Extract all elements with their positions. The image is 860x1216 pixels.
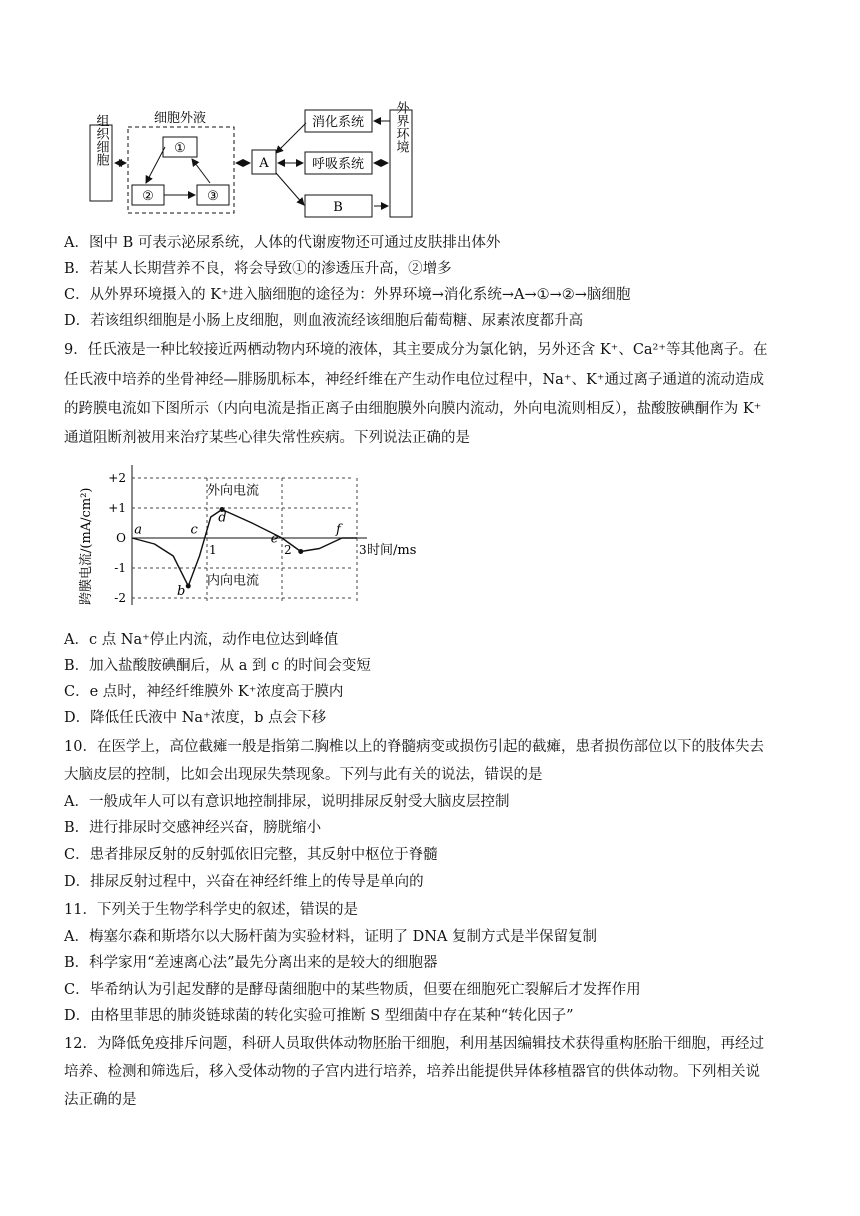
tissue-cell-label: 组织细胞	[93, 114, 109, 166]
q9-stem-line: 通道阻断剂被用来治疗某些心律失常性疾病。下列说法正确的是	[64, 430, 470, 446]
point-b-marker	[186, 584, 191, 589]
x-tick-label: 3	[359, 543, 367, 557]
q9-stem-line: 9．任氏液是一种比较接近两栖动物内环境的液体，其主要成分为氯化钠，另外还含 K⁺、Ca²⁺等其他离子。在	[64, 342, 768, 358]
y-tick-label: +1	[108, 501, 126, 515]
q12-stem-line: 法正确的是	[64, 1092, 137, 1108]
q10-option-d: D．排尿反射过程中，兴奋在神经纤维上的传导是单向的	[64, 874, 424, 890]
outward-current-label: 外向电流	[207, 483, 260, 499]
q9-stem-line: 的跨膜电流如下图所示（内向电流是指正离子由细胞膜外向膜内流动，外向电流则相反），盐酸胺碘酮作为 K⁺	[64, 401, 762, 417]
q11-option-c: C．毕希纳认为引起发酵的是酵母菌细胞中的某些物质，但要在细胞死亡裂解后才发挥作用	[64, 982, 641, 998]
q8-option-c: C．从外界环境摄入的 K⁺进入脑细胞的途径为：外界环境→消化系统→A→①→②→脑细胞	[64, 287, 631, 303]
q9-option-a: A．c 点 Na⁺停止内流，动作电位达到峰值	[64, 632, 339, 648]
y-tick-label: +2	[108, 471, 126, 485]
q11-stem-line: 11．下列关于生物学科学史的叙述，错误的是	[64, 902, 358, 918]
q11-option-a: A．梅塞尔森和斯塔尔以大肠杆菌为实验材料，证明了 DNA 复制方式是半保留复制	[64, 929, 597, 945]
point-min-marker	[298, 549, 303, 554]
point-label-b: b	[177, 584, 186, 599]
q11-option-d: D．由格里菲思的肺炎链球菌的转化实验可推断 S 型细菌中存在某种“转化因子”	[64, 1008, 574, 1024]
inward-current-label: 内向电流	[207, 573, 260, 589]
body-fluid-diagram	[60, 95, 430, 225]
q10-option-b: B．进行排尿时交感神经兴奋，膀胱缩小	[64, 820, 322, 836]
q8-option-a: A．图中 B 可表示泌尿系统，人体的代谢废物还可通过皮肤排出体外	[64, 235, 501, 251]
point-label-a: a	[134, 522, 143, 538]
y-tick-label: O	[116, 531, 126, 545]
digestive-label: 消化系统	[311, 115, 365, 130]
point-label-f: f	[336, 522, 341, 538]
extracellular-title: 细胞外液	[153, 111, 207, 126]
node-1-label: ①	[174, 141, 186, 156]
q9-option-d: D．降低任氏液中 Na⁺浓度，b 点会下移	[64, 710, 327, 726]
q10-stem-line: 大脑皮层的控制，比如会出现尿失禁现象。下列与此有关的说法，错误的是	[64, 767, 543, 783]
point-label-c: c	[190, 522, 198, 538]
q10-option-a: A．一般成年人可以有意识地控制排尿，说明排尿反射受大脑皮层控制	[64, 794, 510, 810]
q8-option-b: B．若某人长期营养不良，将会导致①的渗透压升高，②增多	[64, 261, 452, 277]
node-3-label: ③	[207, 189, 219, 204]
q9-option-b: B．加入盐酸胺碘酮后，从 a 到 c 的时间会变短	[64, 658, 371, 674]
q12-stem-line: 12．为降低免疫排斥问题，科研人员取供体动物胚胎干细胞，利用基因编辑技术获得重构胚胎干细胞，再经过	[64, 1036, 764, 1052]
environment-label: 外界环境	[393, 101, 409, 153]
q10-option-c: C．患者排尿反射的反射弧依旧完整，其反射中枢位于脊髓	[64, 847, 438, 863]
node-b-label: B	[333, 200, 343, 215]
x-tick-label: 1	[209, 543, 217, 557]
x-tick-label: 2	[284, 543, 292, 557]
q12-stem-line: 培养、检测和筛选后，移入受体动物的子宫内进行培养，培养出能提供异体移植器官的供体动物。下列相关说	[64, 1064, 760, 1080]
q10-stem-line: 10．在医学上，高位截瘫一般是指第二胸椎以上的脊髓病变或损伤引起的截瘫，患者损伤部位以下的肢体失去	[64, 739, 764, 755]
respiratory-label: 呼吸系统	[311, 157, 365, 172]
q8-option-d: D．若该组织细胞是小肠上皮细胞，则血液流经该细胞后葡萄糖、尿素浓度都升高	[64, 313, 584, 329]
q9-stem-line: 任氏液中培养的坐骨神经—腓肠肌标本，神经纤维在产生动作电位过程中，Na⁺、K⁺通过离子通道的流动造成	[64, 372, 764, 388]
y-axis-label: 跨膜电流/(mA/cm²)	[79, 487, 94, 605]
node-a-label: A	[259, 156, 269, 171]
y-tick-label: -1	[114, 561, 126, 575]
q9-option-c: C．e 点时，神经纤维膜外 K⁺浓度高于膜内	[64, 684, 344, 700]
y-tick-label: -2	[114, 591, 126, 605]
node-2-label: ②	[142, 189, 154, 204]
point-label-e: e	[270, 531, 279, 547]
transmembrane-current-chart	[60, 455, 417, 615]
x-axis-label: 时间/ms	[367, 543, 417, 558]
q11-option-b: B．科学家用“差速离心法”最先分离出来的是较大的细胞器	[64, 955, 438, 971]
point-label-d: d	[218, 510, 227, 526]
